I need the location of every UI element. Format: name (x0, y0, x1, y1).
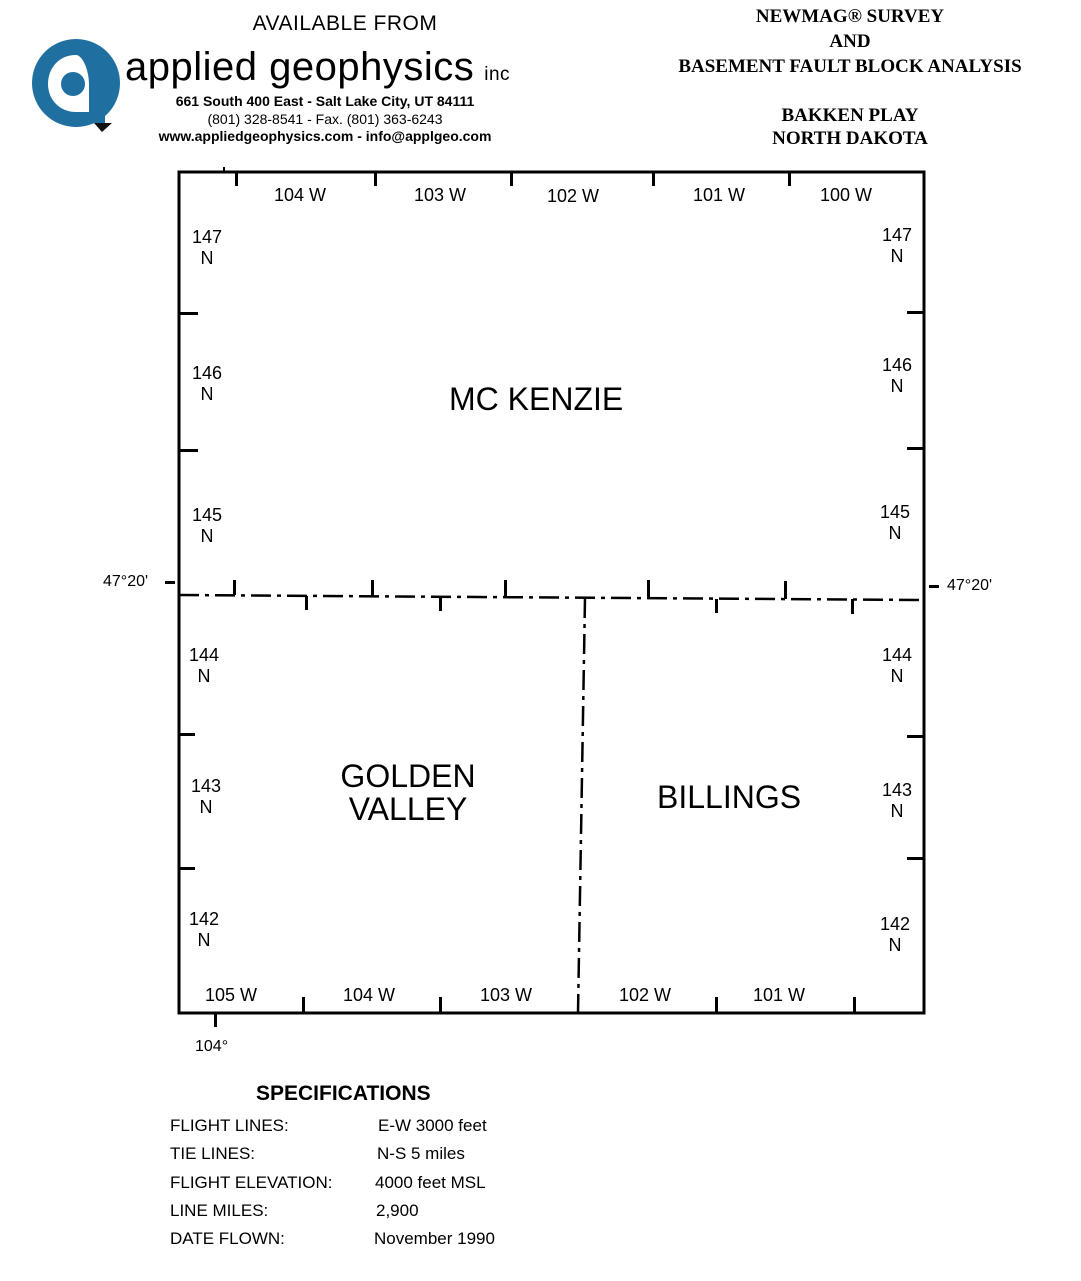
township-direction: N (890, 246, 904, 266)
township-number: 144 (188, 645, 220, 665)
township-number: 145 (879, 502, 911, 522)
county-boundary-ew (179, 595, 924, 600)
township-tick (907, 735, 923, 738)
township-direction: N (888, 523, 902, 543)
spec-label: DATE FLOWN: (170, 1229, 285, 1248)
township-tick (907, 447, 923, 450)
range-label-top: 100 W (820, 185, 873, 205)
township-direction: N (199, 797, 213, 817)
range-tick (374, 173, 377, 186)
township-direction: N (890, 801, 904, 821)
township-number: 144 (881, 645, 913, 665)
title-line-5: NORTH DAKOTA (772, 128, 928, 149)
latitude-label-left: 47°20' (103, 573, 149, 590)
range-tick (305, 596, 308, 610)
township-number: 142 (188, 909, 220, 929)
range-tick (223, 167, 225, 171)
spec-value: E-W 3000 feet (378, 1116, 487, 1135)
range-tick (439, 597, 442, 611)
range-tick (510, 173, 513, 186)
township-number: 146 (881, 355, 913, 375)
available-from-label: AVAILABLE FROM (252, 12, 438, 35)
range-tick (788, 173, 791, 186)
range-tick (233, 580, 236, 595)
range-tick (371, 580, 374, 596)
range-label-bottom: 104 W (343, 985, 396, 1005)
longitude-label: 104° (195, 1038, 229, 1055)
longitude-tick (214, 1014, 217, 1027)
township-direction: N (197, 930, 211, 950)
township-direction: N (200, 526, 214, 546)
range-label-bottom: 105 W (205, 985, 258, 1005)
spec-value: 4000 feet MSL (375, 1173, 486, 1192)
township-label-left (183, 645, 225, 687)
title-line-2: AND (829, 31, 871, 52)
county-label-golden-valley (318, 760, 498, 826)
company-address: 661 South 400 East - Salt Lake City, UT 84111 (175, 93, 475, 109)
range-label-top: 101 W (693, 185, 746, 205)
county-label-line: VALLEY (348, 791, 468, 827)
spec-label: FLIGHT LINES: (170, 1116, 289, 1135)
township-tick (180, 449, 198, 452)
map-border (179, 172, 924, 1013)
township-number: 143 (190, 776, 222, 796)
latitude-tick (165, 581, 175, 584)
county-boundary-ns (578, 598, 585, 1013)
county-label-billings: BILLINGS (657, 779, 802, 815)
township-number: 145 (191, 505, 223, 525)
range-tick (851, 599, 854, 614)
range-tick (235, 173, 238, 186)
spec-value: N-S 5 miles (377, 1144, 465, 1163)
range-label-bottom: 102 W (619, 985, 672, 1005)
range-tick (715, 997, 718, 1012)
range-label-top: 103 W (414, 185, 467, 205)
township-direction: N (200, 384, 214, 404)
township-number: 147 (191, 227, 223, 247)
specifications-heading: SPECIFICATIONS (256, 1082, 431, 1105)
company-suffix: inc (484, 64, 511, 85)
latitude-label-right: 47°20' (947, 577, 993, 594)
township-number: 147 (881, 225, 913, 245)
spec-label: FLIGHT ELEVATION: (170, 1173, 333, 1192)
spec-label: TIE LINES: (170, 1144, 256, 1163)
company-name-text: applied geophysics (125, 45, 475, 89)
company-phone-fax: (801) 328-8541 - Fax. (801) 363-6243 (207, 111, 443, 127)
range-label-top: 102 W (547, 186, 600, 206)
township-direction: N (890, 376, 904, 396)
township-label-left (185, 776, 227, 818)
township-label-right (876, 780, 918, 822)
township-direction: N (888, 935, 902, 955)
range-label-top: 104 W (274, 185, 327, 205)
township-tick (180, 312, 198, 315)
range-tick (647, 580, 650, 598)
township-label-left (186, 227, 228, 269)
township-label-right (874, 914, 916, 956)
range-label-bottom: 101 W (753, 985, 806, 1005)
township-label-right (876, 225, 918, 267)
township-direction: N (197, 666, 211, 686)
township-tick (180, 867, 195, 870)
township-label-right (876, 645, 918, 687)
township-number: 146 (191, 363, 223, 383)
latitude-tick (929, 585, 939, 588)
county-label-line: GOLDEN (340, 758, 476, 794)
range-label-bottom: 103 W (480, 985, 533, 1005)
township-number: 143 (881, 780, 913, 800)
county-label-mckenzie: MC KENZIE (449, 381, 624, 417)
title-line-4: BAKKEN PLAY (781, 105, 919, 126)
township-tick (907, 857, 923, 860)
range-tick (504, 580, 507, 597)
township-direction: N (200, 248, 214, 268)
township-direction: N (890, 666, 904, 686)
township-label-left (183, 909, 225, 951)
range-tick (784, 581, 787, 599)
spec-value: November 1990 (374, 1229, 495, 1248)
title-line-1: NEWMAG® SURVEY (755, 6, 945, 27)
township-tick (180, 733, 195, 736)
township-label-right (874, 502, 916, 544)
township-number: 142 (879, 914, 911, 934)
range-tick (652, 173, 655, 186)
range-tick (302, 997, 305, 1012)
township-label-right (876, 355, 918, 397)
spec-value: 2,900 (376, 1201, 419, 1220)
township-label-left (186, 505, 228, 547)
spec-label: LINE MILES: (170, 1201, 269, 1220)
range-tick (715, 599, 718, 613)
township-tick (907, 311, 923, 314)
township-label-left (186, 363, 228, 405)
company-web-email: www.appliedgeophysics.com - info@applgeo.com (158, 128, 492, 144)
range-tick (853, 997, 856, 1012)
title-line-3: BASEMENT FAULT BLOCK ANALYSIS (678, 56, 1022, 77)
range-tick (439, 997, 442, 1012)
